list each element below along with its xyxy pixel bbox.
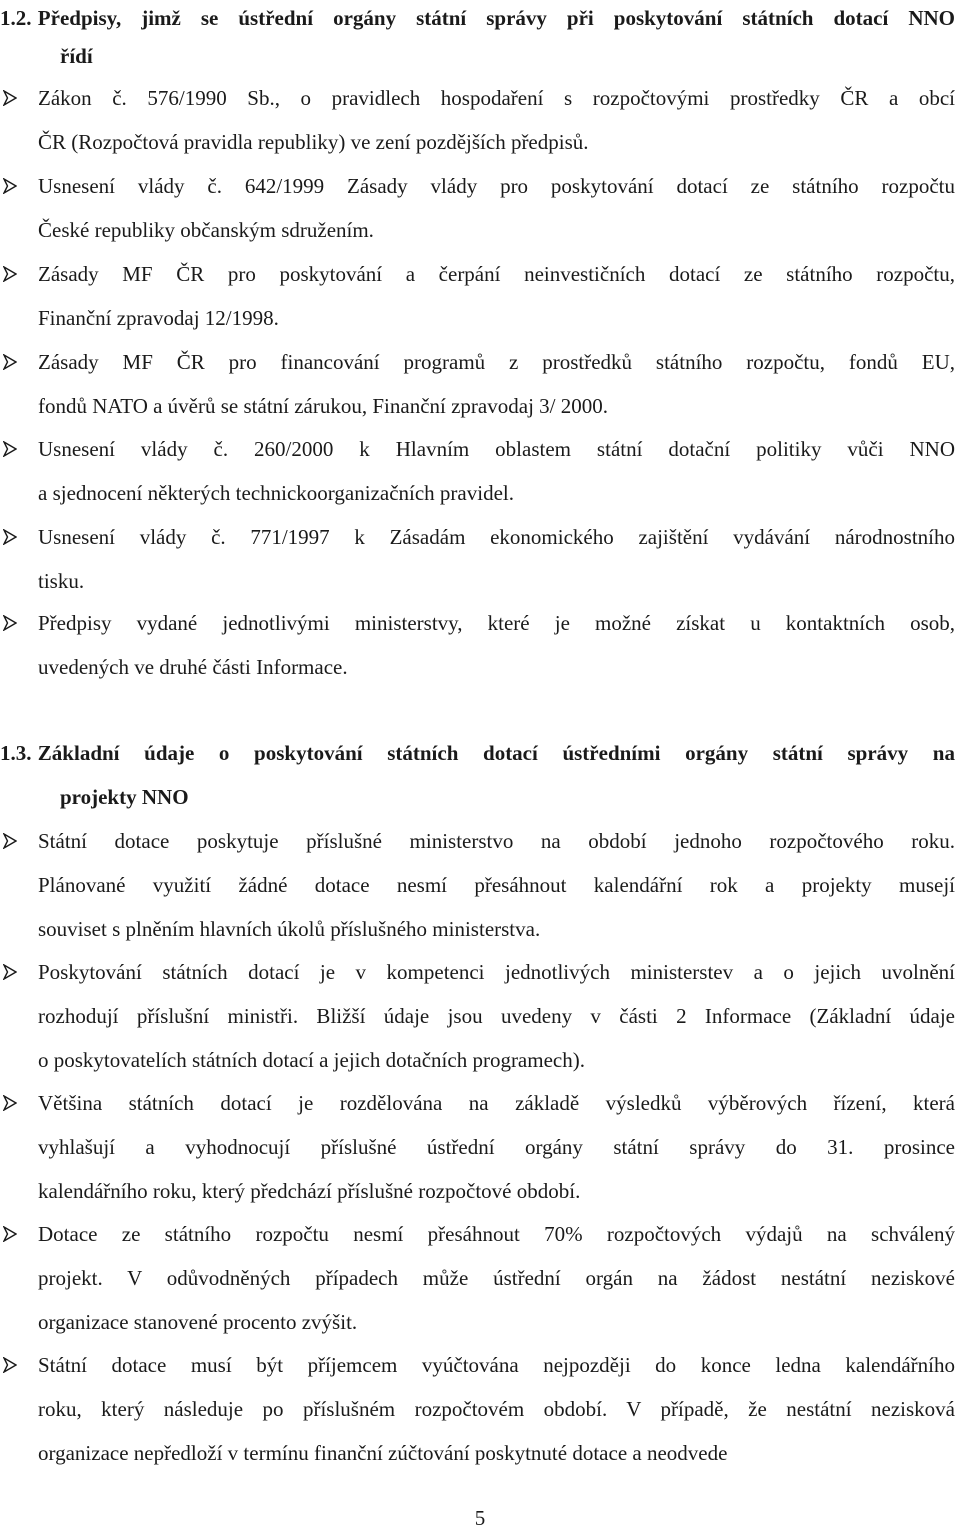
arrowhead-bullet-icon [3,1357,17,1373]
list-item-line: Plánované využití žádné dotace nesmí přesáhnout kalendářní rok a projekty musejí [38,873,955,897]
arrowhead-bullet-icon [3,1226,17,1242]
list-item-line: Zásady MF ČR pro poskytování a čerpání neinvestičních dotací ze státního rozpočtu, [38,262,955,286]
list-item-line: organizace nepředloží v termínu finanční zúčtování poskytnuté dotace a neodvede [38,1441,728,1465]
arrowhead-bullet-icon [3,833,17,849]
list-item-line: rozhodují příslušní ministři. Bližší údaje jsou uvedeny v části 2 Informace (Základní údaje [38,1004,955,1028]
list-item-line: o poskytovatelích státních dotací a jejich dotačních programech). [38,1048,585,1072]
section-heading-1-3 [0,731,955,775]
list-item-line: Státní dotace poskytuje příslušné ministerstvo na období jednoho rozpočtového roku. [38,829,955,853]
arrowhead-bullet-icon [3,964,17,980]
list-item-line: Předpisy vydané jednotlivými ministerstvy, které je možné získat u kontaktních osob, [38,611,955,635]
arrowhead-bullet-icon [3,615,17,631]
arrowhead-bullet-icon [3,529,17,545]
list-item-line: a sjednocení některých technickoorganizačních pravidel. [38,481,514,505]
arrowhead-bullet-icon [3,1095,17,1111]
list-item-line: Usnesení vlády č. 642/1999 Zásady vlády pro poskytování dotací ze státního rozpočtu [38,174,955,198]
list-item-line: Dotace ze státního rozpočtu nesmí přesáhnout 70% rozpočtových výdajů na schválený [38,1222,955,1246]
list-item-line: projekt. V odůvodněných případech může ústřední orgán na žádost nestátní neziskové [38,1266,955,1290]
section-title-line-1: Předpisy, jimž se ústřední orgány státní správy při poskytování státních dotací NNO [37,6,955,30]
list-item-line: uvedených ve druhé části Informace. [38,655,348,679]
list-item-line: vyhlašují a vyhodnocují příslušné ústřední orgány státní správy do 31. prosince [38,1135,955,1159]
list-item-line: fondů NATO a úvěrů se státní zárukou, Finanční zpravodaj 3/ 2000. [38,394,608,418]
list-item-line: Usnesení vlády č. 771/1997 k Zásadám ekonomického zajištění vydávání národnostního [38,525,955,549]
list-item-line: ČR (Rozpočtová pravidla republiky) ve zení pozdějších předpisů. [38,130,589,154]
list-item-line: Většina státních dotací je rozdělována na základě výsledků výběrových řízení, která [38,1091,955,1115]
list-item-line: tisku. [38,569,85,593]
arrowhead-bullet-icon [3,90,17,106]
page-number: 5 [474,1506,486,1530]
section-title-line-1: Základní údaje o poskytování státních dotací ústředními orgány státní správy na [37,741,955,765]
list-item-line: organizace stanovené procento zvýšit. [38,1310,358,1334]
list-item-line: roku, který následuje po příslušném rozpočtovém období. V případě, že nestátní nezisková [38,1397,955,1421]
section-title-line-2: řídí [60,44,93,68]
list-item-line: souviset s plněním hlavních úkolů příslušného ministerstva. [38,917,541,941]
list-item-line: kalendářního roku, který předchází příslušné rozpočtové období. [38,1179,581,1203]
list-item-line: Zásady MF ČR pro financování programů z prostředků státního rozpočtu, fondů EU, [38,350,955,374]
section-heading-1-2 [0,0,955,40]
list-item-line: Finanční zpravodaj 12/1998. [38,306,279,330]
section-number: 1.2. [0,6,32,30]
section-number: 1.3. [0,741,32,765]
arrowhead-bullet-icon [3,266,17,282]
arrowhead-bullet-icon [3,441,17,457]
list-item-line: Zákon č. 576/1990 Sb., o pravidlech hospodaření s rozpočtovými prostředky ČR a obcí [38,86,955,110]
list-item-line: Poskytování státních dotací je v kompetenci jednotlivých ministerstev a o jejich uvolnění [38,960,955,984]
arrowhead-bullet-icon [3,178,17,194]
section-title-line-2: projekty NNO [60,785,189,809]
list-item-line: Usnesení vlády č. 260/2000 k Hlavním oblastem státní dotační politiky vůči NNO [38,437,955,461]
list-item-line: Státní dotace musí být příjemcem vyúčtována nejpozději do konce ledna kalendářního [38,1353,955,1377]
arrowhead-bullet-icon [3,354,17,370]
list-item-line: České republiky občanským sdružením. [38,218,374,242]
